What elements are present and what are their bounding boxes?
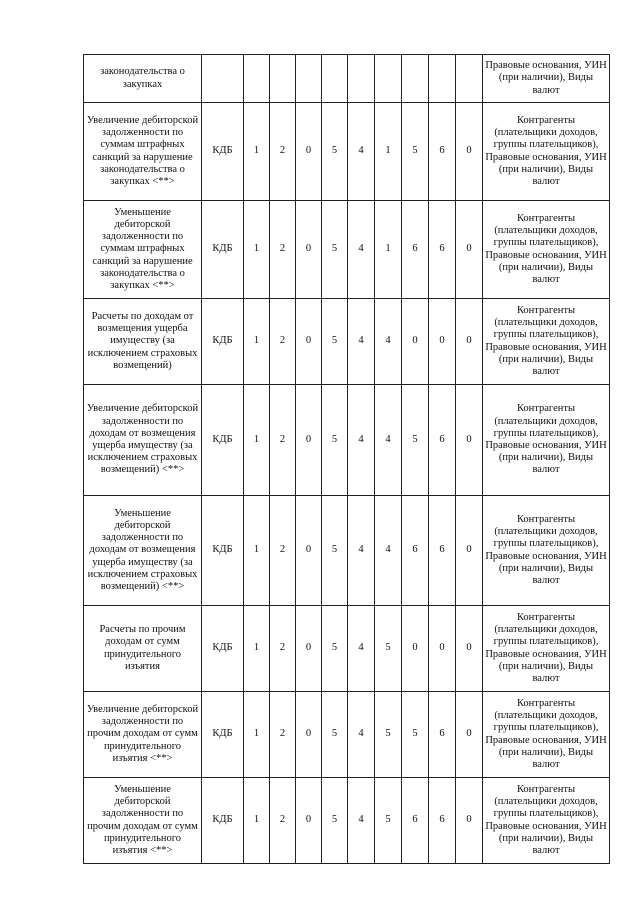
account-digit xyxy=(456,55,483,103)
account-description: Уменьшение дебиторской задолженности по доходам от возмещения ущерба имуществу (за исключением страховых возмещений) <**> xyxy=(84,496,202,606)
account-digit: 6 xyxy=(429,103,456,201)
account-digit: 0 xyxy=(456,606,483,692)
account-digit xyxy=(244,55,270,103)
account-code-type: КДБ xyxy=(202,778,244,864)
account-digit: 0 xyxy=(402,606,429,692)
account-analytics: Контрагенты (плательщики доходов, группы плательщиков), Правовые основания, УИН (при наличии), Виды валют xyxy=(483,778,610,864)
account-digit: 2 xyxy=(270,778,296,864)
account-digit: 2 xyxy=(270,103,296,201)
table-row xyxy=(84,692,610,778)
account-analytics: Контрагенты (плательщики доходов, группы плательщиков), Правовые основания, УИН (при наличии), Виды валют xyxy=(483,692,610,778)
account-digit: 4 xyxy=(348,606,375,692)
account-digit: 1 xyxy=(375,201,402,299)
account-analytics: Контрагенты (плательщики доходов, группы плательщиков), Правовые основания, УИН (при наличии), Виды валют xyxy=(483,201,610,299)
account-digit: 1 xyxy=(244,385,270,496)
account-digit: 4 xyxy=(348,103,375,201)
account-digit xyxy=(375,55,402,103)
account-digit: 1 xyxy=(244,606,270,692)
account-digit xyxy=(402,55,429,103)
table-row xyxy=(84,385,610,496)
account-description: Уменьшение дебиторской задолженности по суммам штрафных санкций за нарушение законодательства о закупках <**> xyxy=(84,201,202,299)
table-row xyxy=(84,299,610,385)
account-digit: 1 xyxy=(375,103,402,201)
account-digit: 5 xyxy=(322,103,348,201)
account-digit: 0 xyxy=(456,692,483,778)
account-digit: 4 xyxy=(375,299,402,385)
account-digit: 6 xyxy=(402,201,429,299)
account-digit: 5 xyxy=(375,778,402,864)
account-analytics: Правовые основания, УИН (при наличии), Виды валют xyxy=(483,55,610,103)
account-description: Расчеты по доходам от возмещения ущерба имуществу (за исключением страховых возмещений) xyxy=(84,299,202,385)
account-description: законодательства о закупках xyxy=(84,55,202,103)
account-digit: 6 xyxy=(429,496,456,606)
account-digit: 0 xyxy=(296,201,322,299)
accounts-table xyxy=(83,54,610,864)
account-digit: 5 xyxy=(402,103,429,201)
account-code-type: КДБ xyxy=(202,299,244,385)
account-digit: 4 xyxy=(348,692,375,778)
account-digit: 6 xyxy=(429,692,456,778)
account-digit: 0 xyxy=(429,606,456,692)
account-digit: 2 xyxy=(270,692,296,778)
table-row xyxy=(84,201,610,299)
account-digit: 0 xyxy=(296,778,322,864)
account-digit: 0 xyxy=(456,385,483,496)
account-digit: 5 xyxy=(322,299,348,385)
account-digit: 5 xyxy=(375,606,402,692)
table-row xyxy=(84,55,610,103)
account-digit xyxy=(270,55,296,103)
account-digit: 1 xyxy=(244,103,270,201)
account-description: Увеличение дебиторской задолженности по доходам от возмещения ущерба имуществу (за исключением страховых возмещений) <**> xyxy=(84,385,202,496)
account-digit: 1 xyxy=(244,778,270,864)
account-digit: 5 xyxy=(402,385,429,496)
account-digit: 5 xyxy=(322,692,348,778)
account-analytics: Контрагенты (плательщики доходов, группы плательщиков), Правовые основания, УИН (при наличии), Виды валют xyxy=(483,496,610,606)
account-digit: 6 xyxy=(402,778,429,864)
account-code-type: КДБ xyxy=(202,103,244,201)
table-row xyxy=(84,606,610,692)
account-digit: 1 xyxy=(244,692,270,778)
account-digit: 4 xyxy=(348,299,375,385)
account-digit: 6 xyxy=(402,496,429,606)
account-digit: 4 xyxy=(348,496,375,606)
account-digit: 4 xyxy=(348,778,375,864)
account-digit: 2 xyxy=(270,299,296,385)
account-digit: 0 xyxy=(296,606,322,692)
account-digit: 0 xyxy=(296,692,322,778)
account-digit: 2 xyxy=(270,201,296,299)
account-digit: 6 xyxy=(429,385,456,496)
account-digit: 5 xyxy=(322,385,348,496)
account-digit: 0 xyxy=(456,778,483,864)
account-digit: 6 xyxy=(429,201,456,299)
account-digit: 1 xyxy=(244,299,270,385)
account-description: Увеличение дебиторской задолженности по суммам штрафных санкций за нарушение законодательства о закупках <**> xyxy=(84,103,202,201)
account-digit: 0 xyxy=(429,299,456,385)
account-code-type: КДБ xyxy=(202,201,244,299)
account-digit: 5 xyxy=(322,606,348,692)
account-analytics: Контрагенты (плательщики доходов, группы плательщиков), Правовые основания, УИН (при наличии), Виды валют xyxy=(483,385,610,496)
account-digit: 5 xyxy=(402,692,429,778)
account-digit xyxy=(322,55,348,103)
account-digit xyxy=(429,55,456,103)
account-digit: 4 xyxy=(375,385,402,496)
account-analytics: Контрагенты (плательщики доходов, группы плательщиков), Правовые основания, УИН (при наличии), Виды валют xyxy=(483,299,610,385)
account-digit: 0 xyxy=(456,299,483,385)
account-digit: 0 xyxy=(456,201,483,299)
account-description: Уменьшение дебиторской задолженности по прочим доходам от сумм принудительного изъятия <**> xyxy=(84,778,202,864)
account-analytics: Контрагенты (плательщики доходов, группы плательщиков), Правовые основания, УИН (при наличии), Виды валют xyxy=(483,606,610,692)
account-digit: 1 xyxy=(244,201,270,299)
table-row xyxy=(84,778,610,864)
account-digit: 1 xyxy=(244,496,270,606)
account-digit: 2 xyxy=(270,385,296,496)
account-digit: 6 xyxy=(429,778,456,864)
account-digit xyxy=(348,55,375,103)
account-digit: 5 xyxy=(322,496,348,606)
account-digit: 0 xyxy=(296,103,322,201)
table-row xyxy=(84,496,610,606)
account-description: Расчеты по прочим доходам от сумм принудительного изъятия xyxy=(84,606,202,692)
account-digit: 0 xyxy=(296,299,322,385)
account-digit: 4 xyxy=(348,201,375,299)
account-digit: 2 xyxy=(270,496,296,606)
account-digit: 5 xyxy=(322,201,348,299)
account-code-type xyxy=(202,55,244,103)
table-row xyxy=(84,103,610,201)
account-digit: 5 xyxy=(375,692,402,778)
account-digit: 5 xyxy=(322,778,348,864)
account-digit: 0 xyxy=(296,385,322,496)
account-digit: 0 xyxy=(456,496,483,606)
account-description: Увеличение дебиторской задолженности по прочим доходам от сумм принудительного изъятия <**> xyxy=(84,692,202,778)
account-digit: 0 xyxy=(402,299,429,385)
account-code-type: КДБ xyxy=(202,496,244,606)
account-code-type: КДБ xyxy=(202,692,244,778)
account-digit: 2 xyxy=(270,606,296,692)
account-code-type: КДБ xyxy=(202,385,244,496)
account-digit: 4 xyxy=(375,496,402,606)
account-code-type: КДБ xyxy=(202,606,244,692)
account-digit: 4 xyxy=(348,385,375,496)
account-analytics: Контрагенты (плательщики доходов, группы плательщиков), Правовые основания, УИН (при наличии), Виды валют xyxy=(483,103,610,201)
account-digit xyxy=(296,55,322,103)
account-digit: 0 xyxy=(296,496,322,606)
account-digit: 0 xyxy=(456,103,483,201)
